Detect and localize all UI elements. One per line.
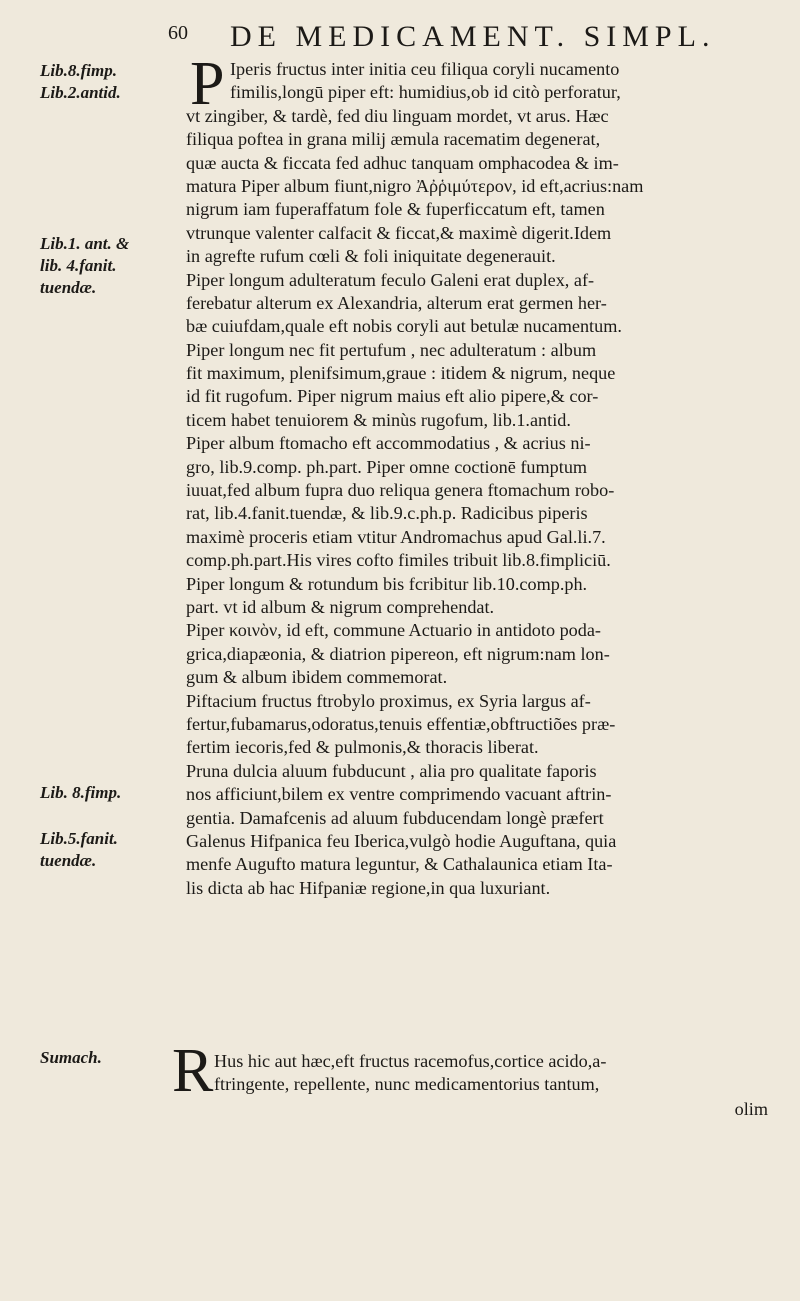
text-line: gentia. Damafcenis ad aluum fubducendam longè præfert xyxy=(186,807,604,828)
text-line: gum & album ibidem commemorat. xyxy=(186,667,448,688)
text-line: part. vt id album & nigrum comprehendat. xyxy=(186,597,495,617)
text-line: Piper longum & rotundum bis fcribitur lib.10.comp.ph. xyxy=(186,573,588,594)
text-line: menfe Augufto matura leguntur, & Cathalaunica etiam Ita- xyxy=(186,854,613,875)
text-line: Piftacium fructus ftrobylo proximus, ex Syria largus af- xyxy=(186,690,591,711)
page-number: 60 xyxy=(168,22,188,44)
margin-note-line: lib. 4.fanit. xyxy=(40,256,117,275)
text-line: nigrum iam fuperaffatum fole & fuperficcatum eft, tamen xyxy=(186,199,605,220)
article-piper-body xyxy=(186,105,768,900)
margin-note-line: tuendæ. xyxy=(40,851,97,870)
text-line: Piper κοινὸν, id eft, commune Actuario in antidoto poda- xyxy=(186,620,601,641)
text-line: in agrefte rufum cœli & foli iniquitate degenerauit. xyxy=(186,246,556,267)
text-line: gro, lib.9.comp. ph.part. Piper omne coctionē fumptum xyxy=(186,456,588,477)
text-line: iuuat,fed album fupra duo reliqua genera ftomachum robo- xyxy=(186,480,615,501)
text-line: fertur,fubamarus,odoratus,tenuis effentiæ,obftructiões præ- xyxy=(186,713,616,734)
article-piper-opening xyxy=(230,58,768,105)
text-line: bæ cuiufdam,quale eft nobis coryli aut betulæ nucamentum. xyxy=(186,316,622,337)
text-line: Piper album ftomacho eft accommodatius , & acrius ni- xyxy=(186,433,591,454)
text-line: Piper longum nec fit pertufum , nec adulteratum : album xyxy=(186,339,597,360)
text-line: id fit rugofum. Piper nigrum maius eft alio pipere,& cor- xyxy=(186,386,599,407)
text-line: nos afficiunt,bilem ex ventre comprimendo vacuant aftrin- xyxy=(186,784,612,805)
dropcap-p: P xyxy=(190,50,225,118)
text-line: vtrunque valenter calfacit & ficcat,& maximè digerit.Idem xyxy=(186,222,612,243)
text-line: rat, lib.4.fanit.tuendæ, & lib.9.c.ph.p. Radicibus piperis xyxy=(186,503,588,524)
text-line: ftringente, repellente, nunc medicamentorius tantum, xyxy=(214,1074,600,1095)
text-line: Pruna dulcia aluum fubducunt , alia pro qualitate faporis xyxy=(186,760,597,781)
text-line: Hus hic aut hæc,eft fructus racemofus,cortice acido,a- xyxy=(214,1051,607,1071)
dropcap-r: R xyxy=(172,1037,214,1105)
margin-note-line: Lib.1. ant. & xyxy=(40,234,130,253)
text-line: comp.ph.part.His vires cofto fimiles tribuit lib.8.fimpliciū. xyxy=(186,550,611,571)
text-line: maximè proceris etiam vtitur Andromachus apud Gal.li.7. xyxy=(186,526,606,547)
text-line: vt zingiber, & tardè, fed diu linguam mordet, vt arus. Hæc xyxy=(186,105,609,126)
text-line: Piper longum adulteratum feculo Galeni erat duplex, af- xyxy=(186,269,595,290)
text-line: Galenus Hifpanica feu Iberica,vulgò hodie Auguftana, quia xyxy=(186,830,617,851)
article-rhus xyxy=(214,1050,768,1097)
margin-note-lib8-simp xyxy=(40,60,168,104)
text-line: matura Piper album fiunt,nigro Ἀῤῥιμύτερον, id eft,acrius:nam xyxy=(186,175,644,196)
margin-note-lib5-sanit xyxy=(40,828,168,872)
margin-note-line: Lib.8.fimp. xyxy=(40,61,117,80)
catchword: olim xyxy=(734,1099,768,1119)
margin-note-lib8-simp-2 xyxy=(40,782,168,804)
margin-note-sumach xyxy=(40,1047,168,1069)
running-head xyxy=(168,20,768,60)
text-line: Iperis fructus inter initia ceu filiqua coryli nucamento xyxy=(230,59,620,79)
text-line: fit maximum, plenifsimum,graue : itidem & nigrum, neque xyxy=(186,363,616,384)
margin-note-lib1-ant xyxy=(40,233,168,299)
margin-note-line: Lib. 8.fimp. xyxy=(40,783,122,802)
margin-note-line: Lib.2.antid. xyxy=(40,83,121,102)
text-line: ticem habet tenuiorem & minùs rugofum, lib.1.antid. xyxy=(186,409,571,430)
text-line: ferebatur alterum ex Alexandria, alterum erat germen her- xyxy=(186,292,607,313)
running-title: DE MEDICAMENT. SIMPL. xyxy=(230,20,716,53)
text-line: lis dicta ab hac Hifpaniæ regione,in qua luxuriant. xyxy=(186,877,551,898)
text-line: grica,diapæonia, & diatrion pipereon, eft nigrum:nam lon- xyxy=(186,643,610,664)
margin-note-line: Sumach. xyxy=(40,1048,102,1067)
catchword-block xyxy=(186,1098,768,1121)
text-line: fimilis,longū piper eft: humidius,ob id citò perforatur, xyxy=(230,82,621,103)
margin-note-line: Lib.5.fanit. xyxy=(40,829,118,848)
margin-note-line: tuendæ. xyxy=(40,278,97,297)
text-line: fertim iecoris,fed & pulmonis,& thoracis liberat. xyxy=(186,737,539,758)
text-line: quæ aucta & ficcata fed adhuc tanquam omphacodea & im- xyxy=(186,152,619,173)
text-line: filiqua poftea in grana milij æmula racematim degenerat, xyxy=(186,129,601,150)
